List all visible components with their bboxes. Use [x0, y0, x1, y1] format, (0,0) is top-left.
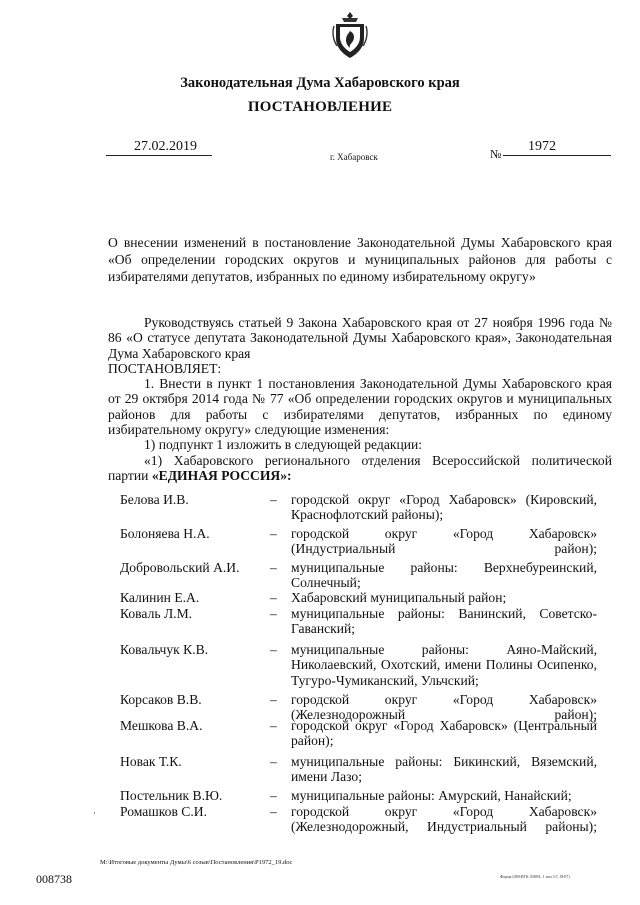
- roster-dash: –: [270, 606, 277, 621]
- deputy-territory: муниципальные районы: Амурский, Нанайский;: [291, 788, 572, 803]
- party-paragraph: [108, 453, 612, 484]
- deputy-territory: муниципальные районы: Аяно-Майский, Николаевский, Охотский, имени Полины Осипенко, Тугуро-Чумиканский, Ульчский;: [291, 642, 597, 688]
- deputy-territory: городской округ «Город Хабаровск» (Индустриальный район);: [291, 526, 597, 557]
- deputy-name: Ромашков С.И.: [120, 804, 207, 819]
- deputy-name: Мешкова В.А.: [120, 718, 203, 733]
- deputy-name: Коваль Л.М.: [120, 606, 193, 621]
- resolves-heading: ПОСТАНОВЛЯЕТ:: [108, 360, 222, 376]
- subitem-1-paragraph: 1) подпункт 1 изложить в следующей редакции:: [144, 437, 423, 453]
- document-city: г. Хабаровск: [330, 152, 378, 162]
- margin-mark: ·: [93, 808, 96, 818]
- roster-dash: –: [270, 754, 277, 769]
- document-number: 1972: [528, 139, 556, 154]
- deputy-territory: муниципальные районы: Верхнебуреинский, Солнечный;: [291, 560, 597, 591]
- deputy-name: Белова И.В.: [120, 492, 189, 507]
- party-name: «ЕДИНАЯ РОССИЯ»: [151, 467, 288, 483]
- deputy-name: Постельник В.Ю.: [120, 788, 223, 803]
- deputy-territory: городской округ «Город Хабаровск» (Центральный район);: [291, 718, 597, 749]
- document-body: [108, 315, 612, 483]
- form-code: Форма (000-ВГК 0389А. 1 тип 3 С 19/07): [500, 874, 570, 879]
- coat-of-arms-icon: [330, 10, 370, 62]
- roster-dash: –: [270, 692, 277, 707]
- deputy-territory: муниципальные районы: Ванинский, Советско-Гаванский;: [291, 606, 597, 637]
- deputy-territory: Хабаровский муниципальный район;: [291, 590, 507, 605]
- deputy-territory: городской округ «Город Хабаровск» (Железнодорожный, Индустриальный районы);: [291, 804, 597, 835]
- deputy-name: Корсаков В.В.: [120, 692, 202, 707]
- preamble-paragraph: Руководствуясь статьей 9 Закона Хабаровского края от 27 ноября 1996 года № 86 «О статусе депутата Законодательной Думы Хабаровского края», Законодательная Дума Хабаровского края: [108, 315, 612, 361]
- deputy-territory: муниципальные районы: Бикинский, Вяземский, имени Лазо;: [291, 754, 597, 785]
- document-type: ПОСТАНОВЛЕНИЕ: [247, 99, 393, 115]
- roster-dash: –: [270, 590, 277, 605]
- deputy-name: Ковальчук К.В.: [120, 642, 209, 657]
- roster-dash: –: [270, 642, 277, 657]
- deputy-territory: городской округ «Город Хабаровск» (Кировский, Краснофлотский районы);: [291, 492, 597, 523]
- roster-dash: –: [270, 492, 277, 507]
- party-intro: «1) Хабаровского регионального отделения Всероссийской политической партии: [108, 452, 612, 483]
- deputy-name: Добровольский А.И.: [120, 560, 240, 575]
- date-underline: [106, 155, 212, 156]
- document-date: 27.02.2019: [134, 139, 197, 154]
- roster-dash: –: [270, 804, 277, 819]
- deputy-name: Болоняева Н.А.: [120, 526, 210, 541]
- item-1-paragraph: 1. Внести в пункт 1 постановления Законодательной Думы Хабаровского края от 29 октября 2014 года № 77 «Об определении городских округов и муниципальных районов для работы с избирателями депутатов, избранных по единому избирательному округу» следующие изменения:: [108, 376, 612, 438]
- deputy-territory: городской округ «Город Хабаровск» (Железнодорожный район);: [291, 692, 597, 723]
- party-colon: :: [287, 467, 292, 483]
- number-sign: №: [490, 147, 502, 161]
- deputy-name: Калинин Е.А.: [120, 590, 200, 605]
- organization-name: Законодательная Дума Хабаровского края: [180, 75, 460, 91]
- file-path: M:\Итоговые документы Думы\6 созыв\Постановления\P1972_19.doc: [100, 859, 293, 866]
- document-subject: О внесении изменений в постановление Законодательной Думы Хабаровского края «Об определении городских округов и муниципальных районов для работы с избирателями депутатов, избранных по единому избирательному округу»: [108, 235, 612, 284]
- number-underline: [503, 155, 611, 156]
- roster-dash: –: [270, 560, 277, 575]
- roster-dash: –: [270, 526, 277, 541]
- roster-dash: –: [270, 718, 277, 733]
- document-serial-number: 008738: [36, 872, 72, 886]
- roster-dash: –: [270, 788, 277, 803]
- deputy-name: Новак Т.К.: [120, 754, 182, 769]
